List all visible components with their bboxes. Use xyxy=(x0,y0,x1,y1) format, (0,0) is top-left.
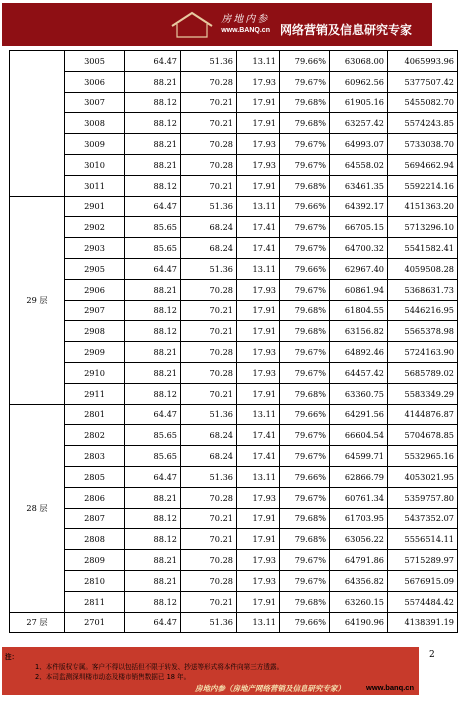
table-row xyxy=(10,529,458,550)
area-cell: 88.12 xyxy=(125,92,181,113)
total-price-cell: 5556514.11 xyxy=(388,529,458,550)
unit-price-cell: 63461.35 xyxy=(330,175,388,196)
area-cell: 64.47 xyxy=(125,466,181,487)
unit-number-cell: 2802 xyxy=(65,425,125,446)
unit-price-cell: 64700.32 xyxy=(330,238,388,259)
unit-number-cell: 2803 xyxy=(65,446,125,467)
unit-price-cell: 66705.15 xyxy=(330,217,388,238)
table-row xyxy=(10,300,458,321)
brand-text xyxy=(221,14,270,35)
usage-rate-cell: 79.68% xyxy=(280,383,330,404)
inner-area-cell: 70.21 xyxy=(181,383,237,404)
unit-number-cell: 2911 xyxy=(65,383,125,404)
table-row xyxy=(10,612,458,633)
unit-price-cell: 64993.07 xyxy=(330,134,388,155)
unit-price-cell: 64356.82 xyxy=(330,570,388,591)
shared-area-cell: 17.93 xyxy=(237,550,280,571)
area-cell: 88.12 xyxy=(125,113,181,134)
total-price-cell: 5592214.16 xyxy=(388,175,458,196)
area-cell: 64.47 xyxy=(125,196,181,217)
usage-rate-cell: 79.68% xyxy=(280,321,330,342)
total-price-cell: 5437352.07 xyxy=(388,508,458,529)
area-cell: 85.65 xyxy=(125,446,181,467)
shared-area-cell: 13.11 xyxy=(237,51,280,72)
unit-price-cell: 61703.95 xyxy=(330,508,388,529)
unit-number-cell: 3008 xyxy=(65,113,125,134)
usage-rate-cell: 79.68% xyxy=(280,300,330,321)
shared-area-cell: 17.93 xyxy=(237,134,280,155)
unit-price-cell: 63360.75 xyxy=(330,383,388,404)
unit-price-cell: 60761.34 xyxy=(330,487,388,508)
table-row xyxy=(10,154,458,175)
unit-price-cell: 62866.79 xyxy=(330,466,388,487)
unit-price-cell: 63260.15 xyxy=(330,591,388,612)
usage-rate-cell: 79.66% xyxy=(280,196,330,217)
table-row xyxy=(10,383,458,404)
usage-rate-cell: 79.68% xyxy=(280,92,330,113)
shared-area-cell: 17.91 xyxy=(237,300,280,321)
area-cell: 88.12 xyxy=(125,175,181,196)
usage-rate-cell: 79.67% xyxy=(280,71,330,92)
total-price-cell: 5574484.42 xyxy=(388,591,458,612)
inner-area-cell: 51.36 xyxy=(181,404,237,425)
table-row xyxy=(10,362,458,383)
table-row xyxy=(10,591,458,612)
area-cell: 85.65 xyxy=(125,217,181,238)
total-price-cell: 5446216.95 xyxy=(388,300,458,321)
unit-number-cell: 2810 xyxy=(65,570,125,591)
area-cell: 88.21 xyxy=(125,487,181,508)
unit-price-cell: 63156.82 xyxy=(330,321,388,342)
area-cell: 88.21 xyxy=(125,342,181,363)
unit-number-cell: 2805 xyxy=(65,466,125,487)
area-cell: 64.47 xyxy=(125,51,181,72)
unit-number-cell: 2905 xyxy=(65,258,125,279)
unit-number-cell: 3009 xyxy=(65,134,125,155)
brand-logo xyxy=(169,10,412,40)
area-cell: 85.65 xyxy=(125,425,181,446)
unit-price-cell: 64291.56 xyxy=(330,404,388,425)
inner-area-cell: 51.36 xyxy=(181,51,237,72)
inner-area-cell: 70.21 xyxy=(181,591,237,612)
usage-rate-cell: 79.66% xyxy=(280,466,330,487)
total-price-cell: 5455082.70 xyxy=(388,92,458,113)
unit-number-cell: 2908 xyxy=(65,321,125,342)
unit-number-cell: 3010 xyxy=(65,154,125,175)
table-row xyxy=(10,134,458,155)
table-row xyxy=(10,217,458,238)
table-row xyxy=(10,404,458,425)
inner-area-cell: 70.21 xyxy=(181,175,237,196)
footer-brand: 房地内参（房地产网络营销及信息研究专家） xyxy=(195,684,345,693)
area-cell: 88.12 xyxy=(125,508,181,529)
total-price-cell: 5724163.90 xyxy=(388,342,458,363)
unit-price-cell: 64599.71 xyxy=(330,446,388,467)
floor-cell xyxy=(10,51,65,197)
unit-price-table xyxy=(9,50,458,633)
usage-rate-cell: 79.68% xyxy=(280,508,330,529)
total-price-cell: 4138391.19 xyxy=(388,612,458,633)
unit-number-cell: 2906 xyxy=(65,279,125,300)
table-row xyxy=(10,71,458,92)
inner-area-cell: 68.24 xyxy=(181,217,237,238)
area-cell: 88.21 xyxy=(125,570,181,591)
total-price-cell: 5541582.41 xyxy=(388,238,458,259)
shared-area-cell: 17.91 xyxy=(237,113,280,134)
usage-rate-cell: 79.67% xyxy=(280,342,330,363)
table-row xyxy=(10,113,458,134)
inner-area-cell: 70.28 xyxy=(181,279,237,300)
table-row xyxy=(10,258,458,279)
notes-title: 注： xyxy=(5,653,19,661)
total-price-cell: 5694662.94 xyxy=(388,154,458,175)
total-price-cell: 4151363.20 xyxy=(388,196,458,217)
usage-rate-cell: 79.68% xyxy=(280,591,330,612)
usage-rate-cell: 79.68% xyxy=(280,175,330,196)
brand-title: 网络营销及信息研究专家 xyxy=(279,23,412,37)
table-row xyxy=(10,487,458,508)
shared-area-cell: 17.91 xyxy=(237,175,280,196)
total-price-cell: 5704678.85 xyxy=(388,425,458,446)
unit-price-cell: 60861.94 xyxy=(330,279,388,300)
usage-rate-cell: 79.67% xyxy=(280,154,330,175)
unit-number-cell: 2902 xyxy=(65,217,125,238)
table-row xyxy=(10,51,458,72)
total-price-cell: 5676915.09 xyxy=(388,570,458,591)
unit-number-cell: 2903 xyxy=(65,238,125,259)
inner-area-cell: 70.21 xyxy=(181,113,237,134)
table-row xyxy=(10,466,458,487)
usage-rate-cell: 79.67% xyxy=(280,487,330,508)
inner-area-cell: 51.36 xyxy=(181,612,237,633)
usage-rate-cell: 79.67% xyxy=(280,362,330,383)
total-price-cell: 5685789.02 xyxy=(388,362,458,383)
shared-area-cell: 13.11 xyxy=(237,612,280,633)
area-cell: 88.21 xyxy=(125,71,181,92)
area-cell: 64.47 xyxy=(125,404,181,425)
shared-area-cell: 17.93 xyxy=(237,279,280,300)
shared-area-cell: 17.91 xyxy=(237,321,280,342)
shared-area-cell: 17.93 xyxy=(237,362,280,383)
area-cell: 64.47 xyxy=(125,612,181,633)
inner-area-cell: 51.36 xyxy=(181,258,237,279)
shared-area-cell: 17.93 xyxy=(237,342,280,363)
unit-number-cell: 2907 xyxy=(65,300,125,321)
unit-number-cell: 3011 xyxy=(65,175,125,196)
floor-cell: 29 层 xyxy=(10,196,65,404)
total-price-cell: 4065993.96 xyxy=(388,51,458,72)
table-row xyxy=(10,279,458,300)
shared-area-cell: 17.41 xyxy=(237,217,280,238)
unit-number-cell: 2701 xyxy=(65,612,125,633)
inner-area-cell: 70.28 xyxy=(181,342,237,363)
unit-number-cell: 2901 xyxy=(65,196,125,217)
usage-rate-cell: 79.67% xyxy=(280,238,330,259)
area-cell: 85.65 xyxy=(125,238,181,259)
unit-price-cell: 64457.42 xyxy=(330,362,388,383)
total-price-cell: 5715289.97 xyxy=(388,550,458,571)
unit-price-cell: 64558.02 xyxy=(330,154,388,175)
note-item: 2、本司监测深圳楼市动态及楼市销售数据已 18 年。 xyxy=(35,673,191,681)
house-roof-icon xyxy=(169,10,215,40)
inner-area-cell: 70.28 xyxy=(181,154,237,175)
area-cell: 88.12 xyxy=(125,591,181,612)
total-price-cell: 5565378.98 xyxy=(388,321,458,342)
unit-number-cell: 2811 xyxy=(65,591,125,612)
unit-price-cell: 66604.54 xyxy=(330,425,388,446)
table-row xyxy=(10,508,458,529)
inner-area-cell: 51.36 xyxy=(181,466,237,487)
header-banner xyxy=(2,3,432,46)
notes-block xyxy=(5,652,415,682)
shared-area-cell: 17.41 xyxy=(237,446,280,467)
usage-rate-cell: 79.67% xyxy=(280,570,330,591)
total-price-cell: 5532965.16 xyxy=(388,446,458,467)
unit-number-cell: 2910 xyxy=(65,362,125,383)
total-price-cell: 4059508.28 xyxy=(388,258,458,279)
table-row xyxy=(10,425,458,446)
shared-area-cell: 17.91 xyxy=(237,383,280,404)
table-row xyxy=(10,570,458,591)
unit-price-cell: 64791.86 xyxy=(330,550,388,571)
area-cell: 88.21 xyxy=(125,134,181,155)
table-row xyxy=(10,175,458,196)
area-cell: 88.21 xyxy=(125,550,181,571)
unit-number-cell: 2806 xyxy=(65,487,125,508)
inner-area-cell: 70.28 xyxy=(181,487,237,508)
shared-area-cell: 17.41 xyxy=(237,238,280,259)
brand-name: 房地内参 xyxy=(221,14,270,25)
total-price-cell: 5359757.80 xyxy=(388,487,458,508)
total-price-cell: 5377507.42 xyxy=(388,71,458,92)
usage-rate-cell: 79.66% xyxy=(280,258,330,279)
inner-area-cell: 70.21 xyxy=(181,529,237,550)
inner-area-cell: 70.28 xyxy=(181,570,237,591)
unit-price-cell: 64190.96 xyxy=(330,612,388,633)
note-item: 1、本件版权专属。客户不得以包括但不限于转发、抄送等形式将本件向第三方透露。 xyxy=(35,663,284,671)
table-row xyxy=(10,321,458,342)
unit-price-cell: 61804.55 xyxy=(330,300,388,321)
usage-rate-cell: 79.67% xyxy=(280,134,330,155)
shared-area-cell: 17.91 xyxy=(237,92,280,113)
area-cell: 88.12 xyxy=(125,300,181,321)
unit-price-cell: 63257.42 xyxy=(330,113,388,134)
area-cell: 88.12 xyxy=(125,529,181,550)
shared-area-cell: 17.91 xyxy=(237,529,280,550)
unit-number-cell: 3005 xyxy=(65,51,125,72)
area-cell: 64.47 xyxy=(125,258,181,279)
table-row xyxy=(10,342,458,363)
inner-area-cell: 70.28 xyxy=(181,550,237,571)
unit-price-cell: 64392.17 xyxy=(330,196,388,217)
table-row xyxy=(10,238,458,259)
inner-area-cell: 70.21 xyxy=(181,300,237,321)
unit-price-cell: 60962.56 xyxy=(330,71,388,92)
floor-cell: 28 层 xyxy=(10,404,65,612)
unit-number-cell: 2807 xyxy=(65,508,125,529)
shared-area-cell: 17.93 xyxy=(237,487,280,508)
total-price-cell: 5583349.29 xyxy=(388,383,458,404)
inner-area-cell: 68.24 xyxy=(181,425,237,446)
shared-area-cell: 17.91 xyxy=(237,508,280,529)
total-price-cell: 4053021.95 xyxy=(388,466,458,487)
shared-area-cell: 17.91 xyxy=(237,591,280,612)
total-price-cell: 4144876.87 xyxy=(388,404,458,425)
table-row xyxy=(10,446,458,467)
unit-number-cell: 3007 xyxy=(65,92,125,113)
shared-area-cell: 13.11 xyxy=(237,196,280,217)
unit-number-cell: 2801 xyxy=(65,404,125,425)
shared-area-cell: 13.11 xyxy=(237,404,280,425)
table-row xyxy=(10,550,458,571)
usage-rate-cell: 79.68% xyxy=(280,113,330,134)
area-cell: 88.12 xyxy=(125,383,181,404)
total-price-cell: 5574243.85 xyxy=(388,113,458,134)
usage-rate-cell: 79.67% xyxy=(280,446,330,467)
total-price-cell: 5733038.70 xyxy=(388,134,458,155)
area-cell: 88.21 xyxy=(125,279,181,300)
inner-area-cell: 68.24 xyxy=(181,446,237,467)
unit-number-cell: 2808 xyxy=(65,529,125,550)
inner-area-cell: 70.21 xyxy=(181,92,237,113)
unit-number-cell: 2809 xyxy=(65,550,125,571)
usage-rate-cell: 79.66% xyxy=(280,404,330,425)
shared-area-cell: 13.11 xyxy=(237,258,280,279)
inner-area-cell: 70.21 xyxy=(181,321,237,342)
shared-area-cell: 17.93 xyxy=(237,570,280,591)
area-cell: 88.21 xyxy=(125,362,181,383)
total-price-cell: 5713296.10 xyxy=(388,217,458,238)
brand-url: www.BANQ.cn xyxy=(221,27,270,34)
inner-area-cell: 70.28 xyxy=(181,362,237,383)
footer-url: www.banq.cn xyxy=(366,683,415,692)
usage-rate-cell: 79.66% xyxy=(280,612,330,633)
inner-area-cell: 70.21 xyxy=(181,508,237,529)
area-cell: 88.21 xyxy=(125,154,181,175)
inner-area-cell: 51.36 xyxy=(181,196,237,217)
inner-area-cell: 68.24 xyxy=(181,238,237,259)
shared-area-cell: 13.11 xyxy=(237,466,280,487)
total-price-cell: 5368631.73 xyxy=(388,279,458,300)
floor-cell: 27 层 xyxy=(10,612,65,633)
usage-rate-cell: 79.67% xyxy=(280,279,330,300)
unit-number-cell: 2909 xyxy=(65,342,125,363)
shared-area-cell: 17.93 xyxy=(237,154,280,175)
inner-area-cell: 70.28 xyxy=(181,71,237,92)
unit-price-cell: 64892.46 xyxy=(330,342,388,363)
usage-rate-cell: 79.68% xyxy=(280,529,330,550)
unit-number-cell: 3006 xyxy=(65,71,125,92)
shared-area-cell: 17.93 xyxy=(237,71,280,92)
usage-rate-cell: 79.67% xyxy=(280,217,330,238)
unit-price-cell: 61905.16 xyxy=(330,92,388,113)
unit-price-cell: 63056.22 xyxy=(330,529,388,550)
inner-area-cell: 70.28 xyxy=(181,134,237,155)
table-row xyxy=(10,92,458,113)
area-cell: 88.12 xyxy=(125,321,181,342)
usage-rate-cell: 79.67% xyxy=(280,550,330,571)
unit-price-cell: 62967.40 xyxy=(330,258,388,279)
table-row xyxy=(10,196,458,217)
usage-rate-cell: 79.67% xyxy=(280,425,330,446)
usage-rate-cell: 79.66% xyxy=(280,51,330,72)
unit-price-cell: 63068.00 xyxy=(330,51,388,72)
page-number: 2 xyxy=(429,650,435,660)
shared-area-cell: 17.41 xyxy=(237,425,280,446)
